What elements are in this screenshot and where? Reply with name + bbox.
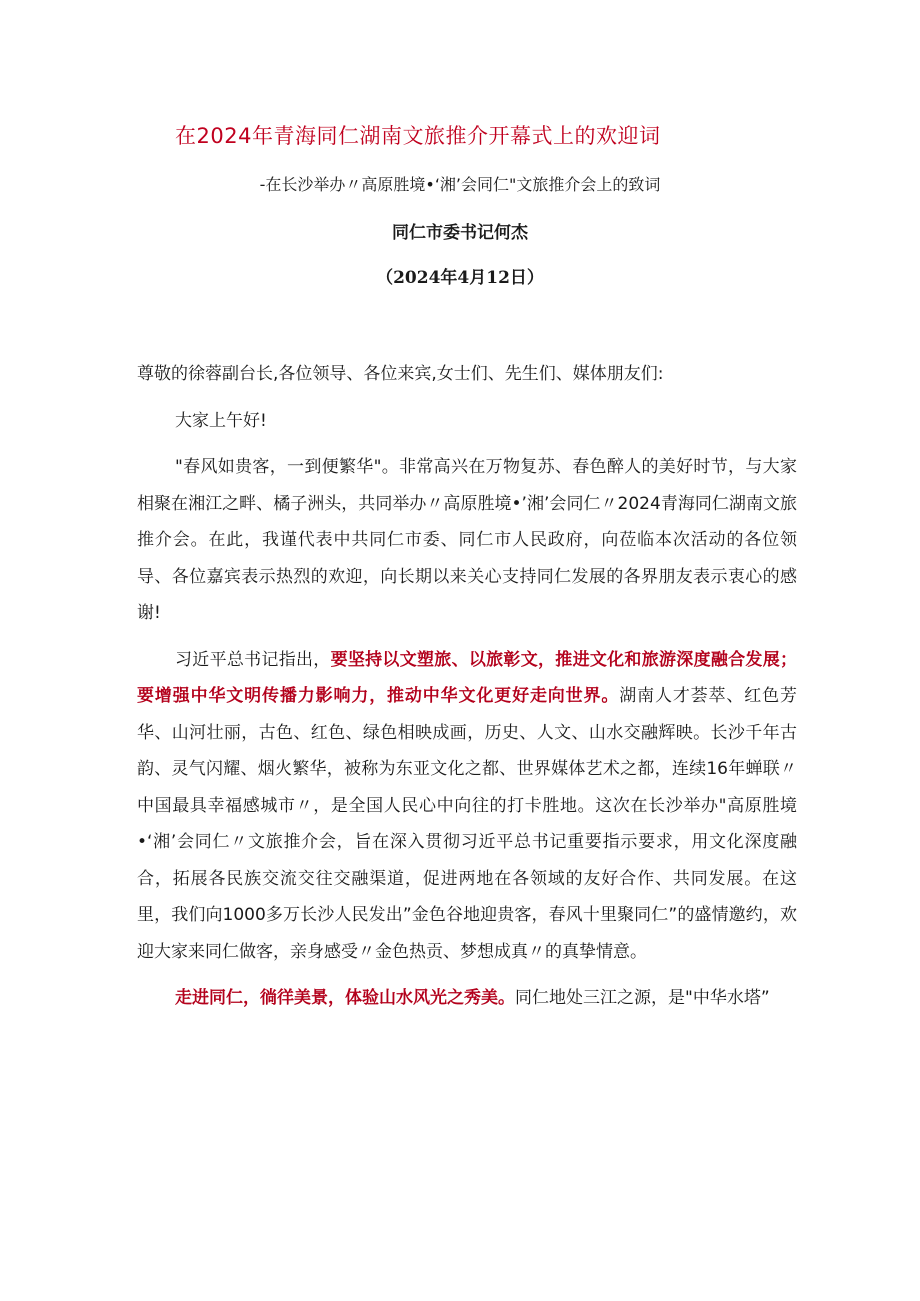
document-author: 同仁市委书记何杰 bbox=[392, 223, 528, 243]
document-date: （2024年4月12日） bbox=[376, 268, 544, 288]
xi-quote-rest: 湖南人才荟萃、红色芳华、山河壮丽，古色、红色、绿色相映成画，历史、人文、山水交融辉映。长沙千年古韵、灵气闪耀、烟火繁华，被称为东亚文化之都、世界媒体艺术之都，连续16年蝉联〃中国最具幸福感城市〃，是全国人民心中向往的打卡胜地。这次在长沙举办"高原胜境•‘湘’会同仁〃文旅推介会，旨在深入贯彻习近平总书记重要指示要求，用文化深度融合，拓展各民族交流交往交融渠道，促进两地在各领域的友好合作、共同发展。在这里，我们向1000多万长沙人民发出”金色谷地迎贵客，春风十里聚同仁”的盛情邀约，欢迎大家来同仁做客，亲身感受〃金色热贡、梦想成真〃的真挚情意。 bbox=[137, 686, 797, 962]
xi-quote-highlight: 要坚持以文塑旅、以旅彰文，推进文化和旅游深度融合发展；要增强中华文明传播力影响力，推动中华文化更好走向世界。 bbox=[137, 649, 798, 706]
opening-paragraph: "春风如贵客，一到便繁华"。非常高兴在万物复苏、春色醉人的美好时节，与大家相聚在湘江之畔、橘子洲头，共同举办〃高原胜境•’湘’会同仁〃2024青海同仁湖南文旅推介会。在此，我谨代表中共同仁市委、同仁市人民政府，向莅临本次活动的各位领导、各位嘉宾表示热烈的欢迎，向长期以来关心支持同仁发展的各界朋友表示衷心的感谢! bbox=[137, 457, 797, 623]
document-subtitle: -在长沙举办〃高原胜境•‘湘’会同仁"文旅推介会上的致词 bbox=[259, 175, 661, 194]
greeting-paragraph: 大家上午好! bbox=[175, 410, 267, 431]
xi-quote-paragraph bbox=[137, 642, 797, 971]
tongren-paragraph bbox=[137, 980, 797, 1017]
tongren-highlight: 走进同仁，徜徉美景，体验山水风光之秀美。 bbox=[175, 988, 515, 1008]
tongren-rest: 同仁地处三江之源，是"中华水塔” bbox=[515, 988, 770, 1008]
document-body bbox=[137, 356, 797, 1027]
xi-quote-lead: 习近平总书记指出， bbox=[175, 649, 331, 670]
salutation-paragraph: 尊敬的徐蓉副台长,各位领导、各位来宾,女士们、先生们、媒体朋友们: bbox=[137, 364, 664, 384]
document-title: 在2024年青海同仁湖南文旅推介开幕式上的欢迎词 bbox=[175, 124, 661, 148]
